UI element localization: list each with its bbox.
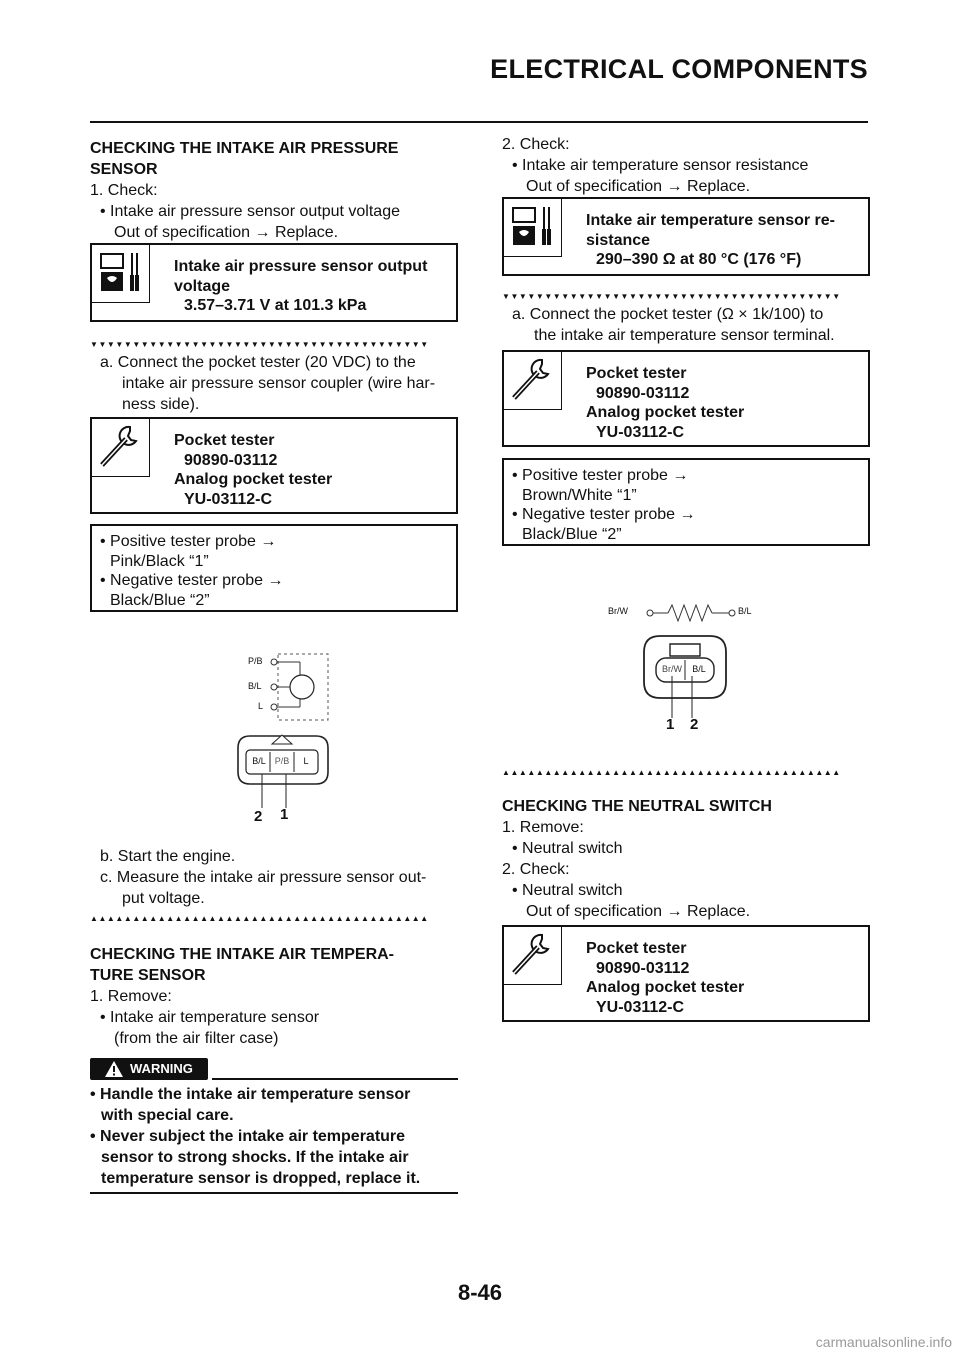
step-check: 2. Check:: [502, 136, 570, 153]
warning-icon: [104, 1060, 124, 1078]
pin-label: P/B: [274, 756, 290, 766]
tool-box-pocket-tester: [90, 417, 458, 514]
spec-text: Intake air temperature sensor re- sistance 290–390 Ω at 80 °C (176 °F): [586, 211, 862, 270]
step-remove: 1. Remove:: [502, 819, 584, 836]
wire-label: B/L: [248, 681, 262, 691]
wrench-icon: [92, 419, 150, 477]
spec-text: Intake air pressure sensor output voltage 3.57–3.71 V at 101.3 kPa: [174, 257, 450, 316]
tool-box-pocket-tester: [502, 925, 870, 1022]
section-temperature-check: [502, 134, 870, 197]
warning-text: • Handle the intake air temperature sensor with special care. • Never subject the intake air temperature sensor to strong shocks. If the intake air temperature sensor is dropped, replace it.: [90, 1086, 421, 1187]
note: (from the air filter case): [114, 1030, 279, 1047]
spec-note: Out of specification → Replace.: [526, 903, 751, 920]
pressure-sensor-coupler-diagram: [220, 640, 360, 830]
section-title-line: SENSOR: [90, 161, 158, 178]
wrench-icon: [504, 927, 562, 985]
multimeter-icon: [504, 199, 562, 257]
spec-box-output-voltage: [90, 243, 458, 322]
callout-number: 1: [280, 806, 289, 823]
pin-label: Br/W: [662, 664, 682, 674]
wire-label: B/L: [738, 606, 752, 616]
tool-text: Pocket tester 90890-03112 Analog pocket tester YU-03112-C: [174, 432, 333, 508]
header-rule: [90, 121, 868, 123]
wire-label: Br/W: [608, 606, 628, 616]
temperature-sensor-diagram: [600, 596, 770, 746]
probe-box: [502, 458, 870, 546]
section-title-line: CHECKING THE INTAKE AIR TEMPERA-: [90, 946, 394, 963]
step-check: 2. Check:: [502, 861, 570, 878]
callout-number: 1: [666, 716, 675, 733]
bullet-item: • Intake air temperature sensor: [100, 1009, 320, 1026]
spec-value: 3.57–3.71 V at 101.3 kPa: [184, 297, 367, 314]
wire-label: L: [258, 701, 264, 711]
bullet-item: • Intake air temperature sensor resistance: [512, 157, 809, 174]
page-number: 8-46: [457, 1280, 503, 1305]
bullet-item: • Intake air pressure sensor output voltage: [100, 203, 400, 220]
warning-top-rule: [212, 1078, 458, 1080]
spec-note: Out of specification → Replace.: [114, 224, 339, 241]
callout-number: 2: [254, 808, 263, 825]
spec-box-resistance: [502, 197, 870, 276]
procedure-start-marker: ▼▼▼▼▼▼▼▼▼▼▼▼▼▼▼▼▼▼▼▼▼▼▼▼▼▼▼▼▼▼▼▼▼▼▼▼▼▼▼▼: [90, 340, 429, 349]
spec-value: 290–390 Ω at 80 °C (176 °F): [596, 251, 802, 268]
probe-text: • Positive tester probe → Brown/White “1” • Negative tester probe → Black/Blue “2”: [512, 467, 696, 543]
section-title-line: TURE SENSOR: [90, 967, 206, 984]
warning-block: [90, 1058, 458, 1198]
section-intake-air-temperature: [90, 944, 458, 1049]
tool-box-pocket-tester: [502, 350, 870, 447]
tool-text: Pocket tester 90890-03112 Analog pocket tester YU-03112-C: [586, 365, 745, 441]
bullet-item: • Neutral switch: [512, 882, 623, 899]
procedure-start-marker: ▼▼▼▼▼▼▼▼▼▼▼▼▼▼▼▼▼▼▼▼▼▼▼▼▼▼▼▼▼▼▼▼▼▼▼▼▼▼▼▼: [502, 292, 841, 301]
warning-bottom-rule: [90, 1192, 458, 1194]
warning-badge: WARNING: [90, 1058, 208, 1080]
wrench-icon: [504, 352, 562, 410]
step-a-connect: a. Connect the pocket tester (20 VDC) to the intake air pressure sensor coupler (wire har- ness side).: [100, 354, 436, 413]
step-a-connect: a. Connect the pocket tester (Ω × 1k/100) to the intake air temperature sensor terminal.: [512, 306, 835, 344]
pin-label: L: [303, 756, 309, 766]
callout-number: 2: [690, 716, 699, 733]
step-b: b. Start the engine.: [100, 848, 236, 865]
section-neutral-switch: [502, 796, 870, 922]
step-check: 1. Check:: [90, 182, 158, 199]
bullet-item: • Neutral switch: [512, 840, 623, 857]
watermark: carmanualsonline.info: [815, 1334, 952, 1350]
probe-text: • Positive tester probe → Pink/Black “1” • Negative tester probe → Black/Blue “2”: [100, 533, 284, 609]
tool-text: Pocket tester 90890-03112 Analog pocket tester YU-03112-C: [586, 940, 745, 1016]
page-header-title: ELECTRICAL COMPONENTS: [490, 54, 868, 84]
section-intake-air-pressure: [90, 138, 458, 243]
section-title-line: CHECKING THE INTAKE AIR PRESSURE: [90, 140, 399, 157]
steps-b-c: b. Start the engine. c. Measure the intake air pressure sensor out- put voltage.: [90, 846, 458, 909]
procedure-end-marker: ▲▲▲▲▲▲▲▲▲▲▲▲▲▲▲▲▲▲▲▲▲▲▲▲▲▲▲▲▲▲▲▲▲▲▲▲▲▲▲▲: [502, 768, 841, 777]
spec-note: Out of specification → Replace.: [526, 178, 751, 195]
pin-label: B/L: [692, 664, 706, 674]
probe-box: [90, 524, 458, 612]
step-c: c. Measure the intake air pressure sensor out-: [100, 869, 427, 886]
multimeter-icon: [92, 245, 150, 303]
section-title: CHECKING THE NEUTRAL SWITCH: [502, 798, 772, 815]
procedure-end-marker: ▲▲▲▲▲▲▲▲▲▲▲▲▲▲▲▲▲▲▲▲▲▲▲▲▲▲▲▲▲▲▲▲▲▲▲▲▲▲▲▲: [90, 914, 429, 923]
step-remove: 1. Remove:: [90, 988, 172, 1005]
wire-label: P/B: [248, 656, 263, 666]
pin-label: B/L: [252, 756, 266, 766]
